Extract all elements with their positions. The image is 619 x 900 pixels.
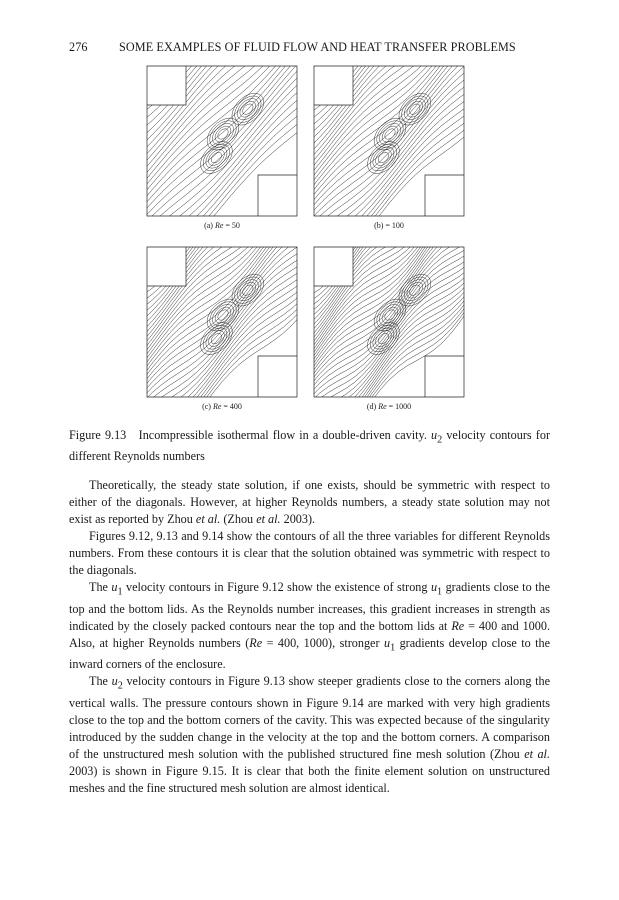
running-title: SOME EXAMPLES OF FLUID FLOW AND HEAT TRANSFER PROBLEMS: [119, 40, 516, 54]
contour-panel-c: [145, 245, 299, 411]
contour-plot-a: [145, 64, 299, 218]
contour-plot-d: [312, 245, 466, 399]
contour-panel-d: [312, 245, 466, 411]
contour-panel-b: [312, 64, 466, 230]
figure-caption: Figure 9.13 Incompressible isothermal flow in a double-driven cavity. $u_2$ velocity contours for different Reynolds numbers: [69, 428, 551, 464]
panel-caption-a: (a) Re = 50: [204, 221, 240, 230]
panel-caption-b: (b) = 100: [374, 221, 404, 230]
contour-panel-a: [145, 64, 299, 230]
panel-caption-d: (d) Re = 1000: [366, 402, 412, 411]
paragraph-4: The $u_2$ velocity contours in Figure 9.13 show steeper gradients close to the corners along the vertical walls. The pressure contours shown in Figure 9.14 are marked with very high gradients close to the top and the bottom corners of the cavity. This was expected because of the singularity introduced by the sudden change in the velocity at the top and the bottom corners. A comparison of the unstructured mesh solution with the published structured fine mesh solution (Zhou et al. 2003) is shown in Figure 9.15. It is clear that both the finite element solution on unstructured meshes and the fine structured mesh solution are almost identical.: [69, 674, 550, 796]
page-number: 276: [69, 40, 88, 54]
body-text: [69, 477, 550, 797]
contour-plot-b: [312, 64, 466, 218]
caption-label: Figure 9.13: [69, 428, 127, 442]
figure-9-13: [145, 64, 475, 416]
panel-caption-c: (c) Re = 400: [202, 402, 242, 411]
running-header: [69, 40, 550, 55]
paragraph-3: The $u_1$ velocity contours in Figure 9.12 show the existence of strong $u_1$ gradients close to the top and the bottom lids. As the Reynolds number increases, this gradient increases in strength as indicated by the closely packed contours near the top and the bottom lids at Re = 400 and 1000. Also, at higher Reynolds numbers (Re = 400, 1000), stronger $u_1$ gradients develop close to the inward corners of the enclosure.: [69, 580, 551, 672]
paragraph-2: Figures 9.12, 9.13 and 9.14 show the contours of all the three variables for different Reynolds numbers. From these contours it is clear that the solution obtained was symmetric with respect to the diagonals.: [69, 529, 550, 578]
paragraph-1: Theoretically, the steady state solution, if one exists, should be symmetric with respect to either of the diagonals. However, at higher Reynolds numbers, a steady state solution may not exist as reported by Zhou et al. (Zhou et al. 2003).: [69, 478, 550, 527]
contour-plot-c: [145, 245, 299, 399]
